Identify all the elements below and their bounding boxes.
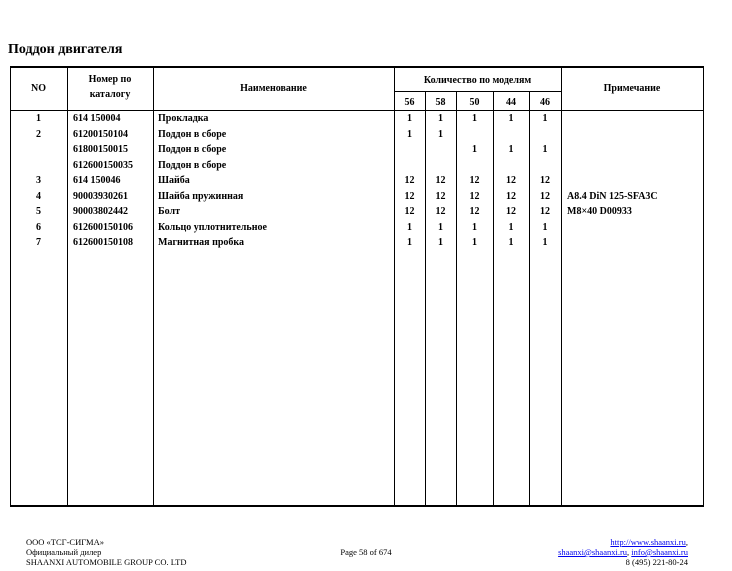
- row-no: 6: [36, 221, 41, 233]
- header-model-2: 58: [435, 97, 446, 108]
- row-qty-46: 12: [540, 206, 550, 217]
- row-no: 4: [36, 190, 41, 202]
- row-qty-44: 12: [506, 190, 516, 202]
- footer-site-link[interactable]: http://www.shaanxi.ru: [610, 537, 686, 547]
- footer-phone: 8 (495) 221-80-24: [625, 557, 688, 567]
- row-qty-58: 12: [435, 190, 446, 202]
- row-qty-50: 12: [469, 206, 480, 217]
- row-name: Поддон в сборе: [158, 128, 227, 140]
- footer-email-link-1[interactable]: shaanxi@shaanxi.ru: [558, 547, 628, 557]
- row-catalog-number: 90003930261: [73, 190, 128, 202]
- row-qty-46: 12: [540, 190, 550, 202]
- row-qty-56: 1: [407, 237, 412, 248]
- row-name: Магнитная пробка: [158, 237, 245, 248]
- header-name: Наименование: [240, 83, 307, 94]
- header-model-4: 44: [506, 97, 516, 108]
- row-qty-46: 1: [542, 144, 548, 155]
- row-qty-50: 12: [469, 190, 480, 202]
- col-line-2: [153, 66, 154, 507]
- row-qty-44: 1: [508, 144, 514, 155]
- row-qty-44: 12: [506, 206, 516, 217]
- row-qty-58: 12: [435, 206, 446, 217]
- row-qty-58: 1: [438, 221, 443, 233]
- row-qty-44: 1: [508, 113, 514, 124]
- row-qty-46: 1: [542, 237, 548, 248]
- row-name: Прокладка: [158, 113, 209, 124]
- row-no: 5: [36, 206, 41, 217]
- row-note: M8×40 D00933: [567, 206, 632, 217]
- row-qty-44: 1: [508, 237, 514, 248]
- footer-group: SHAANXI AUTOMOBILE GROUP CO. LTD: [26, 557, 187, 567]
- header-no: NO: [31, 83, 46, 94]
- row-qty-44: 12: [506, 175, 516, 186]
- row-qty-46: 1: [542, 221, 548, 233]
- table-right-border: [703, 66, 704, 507]
- col-line-8: [561, 66, 562, 507]
- row-no: 1: [36, 113, 41, 124]
- table-bottom-border: [10, 505, 704, 507]
- row-qty-56: 1: [407, 221, 412, 233]
- row-no: 2: [36, 128, 41, 140]
- row-qty-50: 1: [472, 221, 477, 233]
- row-qty-56: 1: [407, 113, 412, 124]
- row-catalog-number: 612600150108: [73, 237, 133, 248]
- row-qty-46: 1: [542, 113, 548, 124]
- row-name: Шайба: [158, 175, 190, 186]
- page-title: Поддон двигателя: [8, 42, 123, 57]
- table-top-border: [10, 66, 704, 68]
- header-note: Примечание: [603, 83, 661, 94]
- row-qty-58: 1: [438, 113, 443, 124]
- footer-dealer: Официальный дилер: [26, 547, 102, 557]
- row-qty-58: 12: [435, 175, 446, 186]
- header-qty-group: Количество по моделям: [423, 75, 532, 86]
- row-no: 3: [36, 175, 41, 186]
- row-qty-56: 12: [404, 190, 415, 202]
- row-catalog-number: 614 150046: [73, 175, 121, 186]
- row-no: 7: [36, 237, 41, 248]
- row-qty-46: 12: [540, 175, 550, 186]
- row-name: Поддон в сборе: [158, 159, 227, 171]
- footer-site-sep: ,: [685, 537, 688, 547]
- parts-table: [10, 66, 704, 507]
- row-qty-44: 1: [508, 221, 514, 233]
- row-catalog-number: 612600150106: [73, 221, 133, 233]
- row-qty-50: 1: [472, 113, 477, 124]
- row-name: Поддон в сборе: [158, 144, 227, 155]
- header-model-3: 50: [469, 97, 480, 108]
- col-line-1: [67, 66, 68, 507]
- row-qty-56: 1: [407, 128, 412, 140]
- row-name: Шайба пружинная: [158, 190, 244, 202]
- row-note: A8.4 DiN 125-SFA3C: [567, 190, 658, 202]
- footer-email-sep: ,: [627, 547, 630, 557]
- footer-company: ООО «ТСГ-СИГМА»: [26, 537, 104, 547]
- row-qty-58: 1: [438, 237, 443, 248]
- header-model-5: 46: [540, 97, 550, 108]
- footer-page-number: Page 58 of 674: [340, 547, 392, 557]
- row-catalog-number: 90003802442: [73, 206, 128, 217]
- row-name: Кольцо уплотнительное: [158, 221, 267, 233]
- row-name: Болт: [158, 206, 181, 217]
- header-model-1: 56: [404, 97, 415, 108]
- row-qty-50: 1: [472, 144, 477, 155]
- row-qty-50: 12: [469, 175, 480, 186]
- row-qty-50: 1: [472, 237, 477, 248]
- header-bottom-line: [10, 110, 704, 111]
- row-qty-56: 12: [404, 175, 415, 186]
- row-catalog-number: 614 150004: [73, 113, 121, 124]
- row-qty-56: 12: [404, 206, 415, 217]
- header-catalog: Номер по каталогу: [88, 74, 132, 100]
- row-qty-58: 1: [438, 128, 443, 140]
- row-catalog-number: 61200150104: [73, 128, 128, 140]
- footer-contacts: [558, 537, 688, 567]
- row-catalog-number: 61800150015: [73, 144, 128, 155]
- row-catalog-number: 612600150035: [73, 159, 133, 171]
- col-line-4: [425, 92, 426, 507]
- qty-group-line: [394, 91, 562, 92]
- footer-email-link-2[interactable]: info@shaanxi.ru: [631, 547, 688, 557]
